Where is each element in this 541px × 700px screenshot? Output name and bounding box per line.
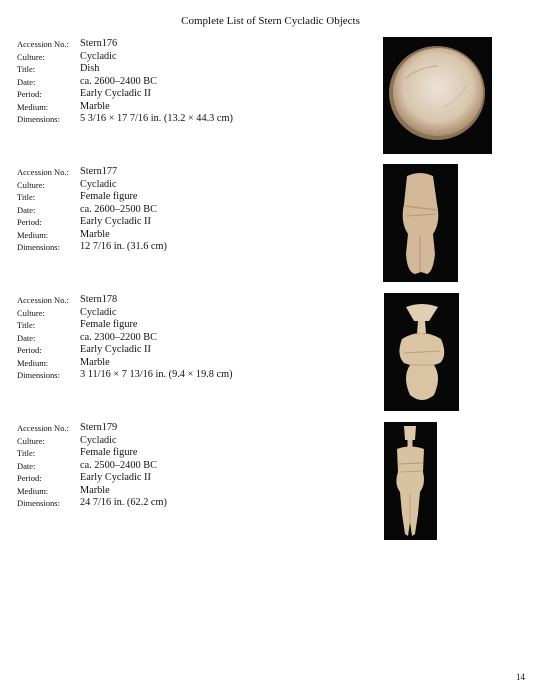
value: Marble [80, 228, 110, 240]
value: Stern178 [80, 294, 118, 305]
value: ca. 2500–2400 BC [80, 459, 157, 471]
value: Marble [80, 484, 110, 496]
label: Period: [17, 473, 42, 483]
label: Accession No.: [17, 167, 69, 177]
value: Cycladic [80, 434, 117, 446]
label: Culture: [17, 51, 45, 62]
label: Dimensions: [17, 114, 60, 124]
label: Culture: [17, 179, 45, 190]
value: Early Cycladic II [80, 88, 151, 99]
female-figure-standing-photo [384, 422, 437, 540]
label: Date: [17, 332, 36, 343]
value: 3 11/16 × 7 13/16 in. (9.4 × 19.8 cm) [80, 369, 233, 380]
value: ca. 2600–2500 BC [80, 203, 157, 215]
value: 24 7/16 in. (62.2 cm) [80, 497, 167, 508]
value: Female figure [80, 191, 138, 202]
value: Female figure [80, 319, 138, 330]
value: Early Cycladic II [80, 472, 151, 483]
value: Cycladic [80, 178, 117, 190]
value: ca. 2600–2400 BC [80, 75, 157, 87]
value: Stern179 [80, 422, 118, 433]
female-figure-torso-photo [383, 164, 458, 282]
label: Title: [17, 448, 36, 458]
value: Cycladic [80, 50, 117, 62]
label: Accession No.: [17, 39, 69, 49]
label: Culture: [17, 435, 45, 446]
label: Dimensions: [17, 498, 60, 508]
label: Title: [17, 192, 36, 202]
label: Dimensions: [17, 370, 60, 380]
label: Period: [17, 89, 42, 99]
value: Early Cycladic II [80, 344, 151, 355]
label: Medium: [17, 229, 49, 240]
label: Date: [17, 76, 36, 87]
label: Accession No.: [17, 295, 69, 305]
label: Dimensions: [17, 242, 60, 252]
label: Period: [17, 345, 42, 355]
value: ca. 2300–2200 BC [80, 331, 157, 343]
value: Early Cycladic II [80, 216, 151, 227]
label: Culture: [17, 307, 45, 318]
value: Dish [80, 63, 100, 74]
page-number: 14 [516, 672, 525, 682]
female-figure-violin-photo [384, 293, 459, 411]
value: Marble [80, 100, 110, 112]
label: Medium: [17, 101, 49, 112]
label: Medium: [17, 357, 49, 368]
value: 12 7/16 in. (31.6 cm) [80, 241, 167, 252]
marble-dish-photo [383, 37, 492, 154]
label: Period: [17, 217, 42, 227]
label: Date: [17, 460, 36, 471]
label: Accession No.: [17, 423, 69, 433]
value: Cycladic [80, 306, 117, 318]
label: Title: [17, 64, 36, 74]
value: Stern176 [80, 38, 118, 49]
label: Date: [17, 204, 36, 215]
value: Stern177 [80, 166, 118, 177]
label: Medium: [17, 485, 49, 496]
page-title: Complete List of Stern Cycladic Objects [181, 15, 360, 27]
value: 5 3/16 × 17 7/16 in. (13.2 × 44.3 cm) [80, 113, 233, 124]
label: Title: [17, 320, 36, 330]
value: Female figure [80, 447, 138, 458]
value: Marble [80, 356, 110, 368]
